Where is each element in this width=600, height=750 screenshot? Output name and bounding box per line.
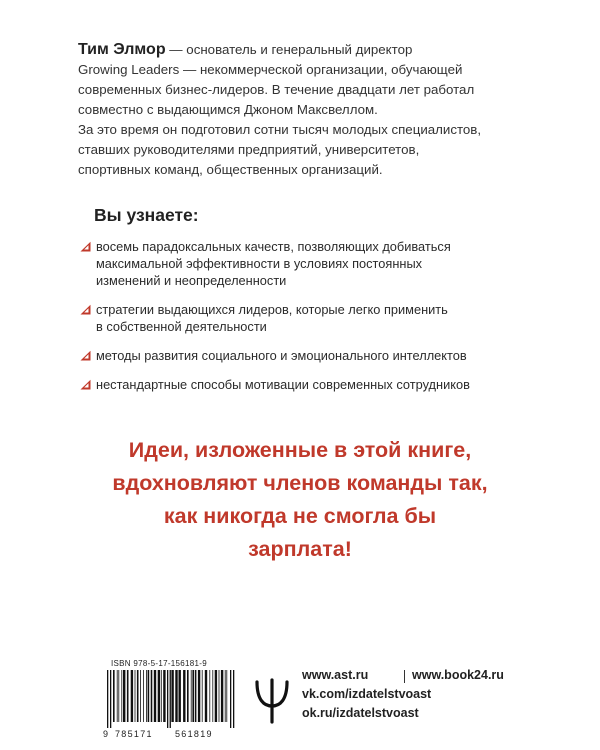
barcode-bar xyxy=(146,670,147,722)
barcode-bar xyxy=(175,670,177,722)
barcode-bar xyxy=(113,670,115,722)
list-item xyxy=(80,238,550,289)
barcode-guard-bar xyxy=(167,670,168,728)
author-bio-line: За это время он подготовил сотни тысяч молодых специалистов, xyxy=(78,122,482,137)
barcode-bar xyxy=(221,670,223,722)
promo-quote xyxy=(60,434,540,566)
quote-line: Идеи, изложенные в этой книге, xyxy=(128,438,472,462)
barcode-bar xyxy=(158,670,160,722)
author-bio-line: современных бизнес-лидеров. В течение двадцати лет работал xyxy=(78,82,475,97)
barcode-bar xyxy=(123,670,125,722)
barcode-bar xyxy=(192,670,194,722)
barcode-bar xyxy=(195,670,197,722)
learn-list xyxy=(80,238,550,405)
barcode-bar xyxy=(225,670,226,722)
barcode-bar xyxy=(127,670,129,722)
barcode xyxy=(103,670,238,728)
quote-line: вдохновляют членов команды так, xyxy=(112,471,488,495)
red-triangle-bullet-icon xyxy=(80,304,91,315)
barcode-bar xyxy=(117,670,118,722)
barcode-digit-first: 9 xyxy=(103,729,109,739)
barcode-guard-bar xyxy=(110,670,111,728)
barcode-bar xyxy=(171,670,173,722)
barcode-bar xyxy=(179,670,181,722)
list-item-line: восемь парадоксальных качеств, позволяющих добиваться xyxy=(96,239,451,254)
author-name: Тим Элмор xyxy=(78,41,166,58)
barcode-bar xyxy=(209,670,210,722)
author-bio-line: Growing Leaders — некоммерческой организации, обучающей xyxy=(78,62,463,77)
barcode-bar xyxy=(137,670,139,722)
barcode-bar xyxy=(215,670,217,722)
barcode-guard-bar xyxy=(107,670,108,728)
list-item-line: нестандартные способы мотивации современных сотрудников xyxy=(96,377,470,392)
quote-line: зарплата! xyxy=(248,537,352,561)
barcode-bar xyxy=(121,670,122,722)
barcode-guard-bar xyxy=(230,670,231,728)
barcode-bar xyxy=(118,670,119,722)
list-item xyxy=(80,301,550,335)
list-item-line: максимальной эффективности в условиях постоянных xyxy=(96,256,423,271)
author-bio-text: — основатель и генеральный директор xyxy=(165,42,413,57)
links-divider xyxy=(404,670,405,683)
list-item-line: в собственной деятельности xyxy=(96,319,267,334)
learn-heading: Вы узнаете: xyxy=(94,205,199,225)
barcode-bar xyxy=(226,670,227,722)
barcode-bar xyxy=(131,670,133,722)
list-item xyxy=(80,347,550,364)
barcode-bar xyxy=(219,670,220,722)
barcode-bar xyxy=(148,670,150,722)
barcode-bar xyxy=(187,670,189,722)
link-book24[interactable]: www.book24.ru xyxy=(412,668,504,682)
isbn-label: ISBN 978-5-17-156181-9 xyxy=(111,659,207,668)
list-item-line: стратегии выдающихся лидеров, которые легко применить xyxy=(96,302,448,317)
barcode-bar xyxy=(135,670,136,722)
barcode-digits-right: 561819 xyxy=(175,729,213,739)
barcode-bar xyxy=(151,670,153,722)
barcode-bar xyxy=(191,670,192,722)
author-bio-line: спортивных команд, общественных организаций. xyxy=(78,162,383,177)
barcode-guard-bar xyxy=(170,670,171,728)
barcode-bar xyxy=(140,670,141,722)
link-ok[interactable]: ok.ru/izdatelstvoast xyxy=(302,706,419,720)
barcode-bar xyxy=(202,670,203,722)
link-vk[interactable]: vk.com/izdatelstvoast xyxy=(302,687,432,701)
red-triangle-bullet-icon xyxy=(80,350,91,361)
red-triangle-bullet-icon xyxy=(80,241,91,252)
red-triangle-bullet-icon xyxy=(80,379,91,390)
barcode-bar xyxy=(183,670,185,722)
barcode-bar xyxy=(154,670,156,722)
list-item-line: методы развития социального и эмоционального интеллектов xyxy=(96,348,467,363)
author-bio-line: совместно с выдающимся Джоном Максвеллом. xyxy=(78,102,378,117)
barcode-bar xyxy=(212,670,213,722)
barcode-bar xyxy=(205,670,207,722)
barcode-bar xyxy=(163,670,165,722)
link-ast[interactable]: www.ast.ru xyxy=(302,668,369,682)
barcode-bar xyxy=(161,670,162,722)
barcode-guard-bar xyxy=(233,670,234,728)
list-item-line: изменений и неопределенности xyxy=(96,273,287,288)
barcode-bar xyxy=(198,670,200,722)
author-bio-line xyxy=(78,40,548,60)
barcode-bar xyxy=(143,670,144,722)
list-item xyxy=(80,376,550,393)
publisher-logo-psi-icon xyxy=(254,678,290,724)
quote-line: как никогда не смогла бы xyxy=(163,504,437,528)
barcode-digits-left: 785171 xyxy=(115,729,153,739)
author-bio xyxy=(78,40,548,180)
author-bio-line: ставших руководителями предприятий, университетов, xyxy=(78,142,420,157)
